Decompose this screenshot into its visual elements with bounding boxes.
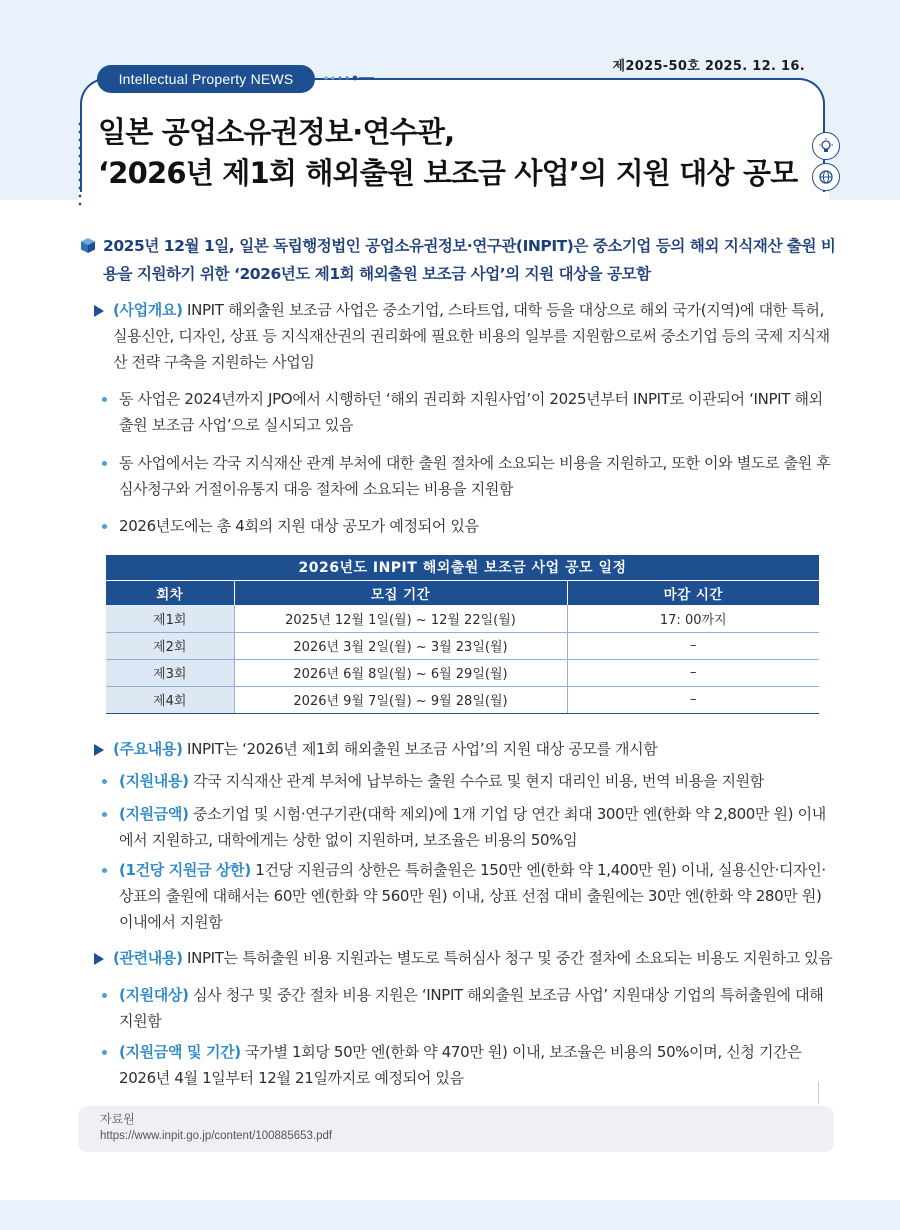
bullet-text: 심사 청구 및 중간 절차 비용 지원은 ‘INPIT 해외출원 보조금 사업’ 지원대상 기업의 특허출원에 대해 지원함 — [119, 986, 824, 1030]
bullet-text: 중소기업 및 시험·연구기관(대학 제외)에 1개 기업 당 연간 최대 300만 엔(한화 약 2,800만 원) 이내에서 지원하고, 대학에게는 상한 없이 지원하며, 보조율은 비용의 50%임 — [119, 805, 826, 849]
overview-bullet-1 — [100, 386, 835, 438]
lightbulb-icon — [812, 132, 840, 160]
main-content-item — [94, 736, 834, 762]
bullet-tag: (지원금액 및 기간) — [119, 1043, 241, 1061]
table-row — [106, 686, 819, 713]
table-row — [106, 632, 819, 659]
dot-bullet-icon — [102, 779, 107, 784]
dot-bullet-icon — [102, 993, 107, 998]
round-cell: 제3회 — [106, 659, 234, 686]
bullet-tag: (지원대상) — [119, 986, 189, 1004]
period-cell: 2026년 6월 8일(월) ~ 6월 29일(월) — [234, 659, 567, 686]
dotted-guide — [76, 120, 84, 210]
lead-text: 2025년 12월 1일, 일본 독립행정법인 공업소유권정보·연구관(INPIT)은 중소기업 등의 해외 지식재산 출원 비용을 지원하기 위한 ‘2026년도 제1회 해외출원 보조금 사업’의 지원 대상을 공모함 — [103, 237, 836, 283]
overview-bullet-text: 2026년도에는 총 4회의 지원 대상 공모가 예정되어 있음 — [119, 517, 479, 535]
deadline-cell: – — [567, 659, 819, 686]
period-cell: 2026년 9월 7일(월) ~ 9월 28일(월) — [234, 686, 567, 713]
bullet-text: 국가별 1회당 50만 엔(한화 약 470만 원) 이내, 보조율은 비용의 50%이며, 신청 기간은 2026년 4월 1일부터 12월 21일까지로 예정되어 있음 — [119, 1043, 802, 1087]
bottom-band — [0, 1200, 900, 1230]
deadline-cell: – — [567, 686, 819, 713]
period-cell: 2026년 3월 2일(월) ~ 3월 23일(월) — [234, 632, 567, 659]
source-link[interactable]: https://www.inpit.go.jp/content/100885653.pdf — [100, 1130, 333, 1142]
round-cell: 제2회 — [106, 632, 234, 659]
cube-bullet-icon — [80, 237, 96, 254]
divider — [818, 1082, 819, 1104]
related-bullet-2 — [100, 1039, 835, 1091]
overview-tag: (사업개요) — [113, 301, 183, 319]
related-text: INPIT는 특허출원 비용 지원과는 별도로 특허심사 청구 및 중간 절차에 소요되는 비용도 지원하고 있음 — [182, 949, 833, 967]
main-bullet-3 — [100, 857, 835, 935]
deadline-cell: 17: 00까지 — [567, 605, 819, 632]
schedule-table — [106, 555, 819, 714]
main-text: INPIT는 ‘2026년 제1회 해외출원 보조금 사업’의 지원 대상 공모를 개시함 — [182, 740, 658, 758]
dot-bullet-icon — [102, 812, 107, 817]
triangle-bullet-icon — [94, 744, 104, 756]
overview-bullet-text: 동 사업은 2024년까지 JPO에서 시행하던 ‘해외 권리화 지원사업’이 2025년부터 INPIT로 이관되어 ‘INPIT 해외출원 보조금 사업’으로 실시되고 있음 — [119, 390, 823, 434]
triangle-bullet-icon — [94, 305, 104, 317]
bullet-tag: (지원금액) — [119, 805, 189, 823]
bullet-tag: (지원내용) — [119, 772, 189, 790]
main-tag: (주요내용) — [113, 740, 183, 758]
overview-bullet-text: 동 사업에서는 각국 지식재산 관계 부처에 대한 출원 절차에 소요되는 비용을 지원하고, 또한 이와 별도로 출원 후 심사청구와 거절이유통지 대응 절차에 소요되는 비용을 지원함 — [119, 454, 831, 498]
round-cell: 제1회 — [106, 605, 234, 632]
overview-bullet-3 — [100, 513, 835, 539]
newsletter-badge: Intellectual Property NEWS — [97, 65, 315, 93]
dot-bullet-icon — [102, 461, 107, 466]
column-header: 마감 시간 — [567, 580, 819, 605]
bullet-text: 1건당 지원금의 상한은 특허출원은 150만 엔(한화 약 1,400만 원) 이내, 실용신안·디자인·상표의 출원에 대해서는 60만 엔(한화 약 560만 원) 이내, 상표 선점 대비 출원에는 30만 엔(한화 약 280만 원) 이내에서 지원함 — [119, 861, 826, 931]
bullet-tag: (1건당 지원금 상한) — [119, 861, 251, 879]
related-bullet-1 — [100, 982, 835, 1034]
title-line-2: ‘2026년 제1회 해외출원 보조금 사업’의 지원 대상 공모 — [98, 156, 798, 190]
dots-decoration-icon — [322, 74, 374, 82]
overview-text: INPIT 해외출원 보조금 사업은 중소기업, 스타트업, 대학 등을 대상으로 해외 국가(지역)에 대한 특허, 실용신안, 디자인, 상표 등 지식재산권의 권리화에 필요한 비용의 일부를 지원함으로써 중소기업 등의 국제 지식재산 전략 구축을 지원하는 사업임 — [113, 301, 830, 371]
page-title — [98, 112, 797, 194]
deadline-cell: – — [567, 632, 819, 659]
dot-bullet-icon — [102, 524, 107, 529]
table-row — [106, 605, 819, 632]
issue-number-date: 제2025-50호 2025. 12. 16. — [612, 59, 805, 74]
lead-summary — [80, 232, 840, 288]
triangle-bullet-icon — [94, 953, 104, 965]
column-header: 모집 기간 — [234, 580, 567, 605]
overview-item — [94, 297, 834, 375]
overview-bullet-2 — [100, 450, 835, 502]
main-bullet-1 — [100, 768, 835, 794]
source-box — [78, 1106, 834, 1152]
dot-bullet-icon — [102, 1050, 107, 1055]
globe-network-icon — [812, 163, 840, 191]
period-cell: 2025년 12월 1일(월) ~ 12월 22일(월) — [234, 605, 567, 632]
schedule-caption: 2026년도 INPIT 해외출원 보조금 사업 공모 일정 — [106, 555, 819, 580]
source-label: 자료원 — [100, 1112, 135, 1126]
related-tag: (관련내용) — [113, 949, 183, 967]
dot-bullet-icon — [102, 868, 107, 873]
column-header: 회차 — [106, 580, 234, 605]
related-item — [94, 945, 834, 971]
main-bullet-2 — [100, 801, 835, 853]
dot-bullet-icon — [102, 397, 107, 402]
table-row — [106, 659, 819, 686]
bullet-text: 각국 지식재산 관계 부처에 납부하는 출원 수수료 및 현지 대리인 비용, 번역 비용을 지원함 — [188, 772, 764, 790]
title-line-1: 일본 공업소유권정보·연수관, — [98, 115, 455, 149]
round-cell: 제4회 — [106, 686, 234, 713]
